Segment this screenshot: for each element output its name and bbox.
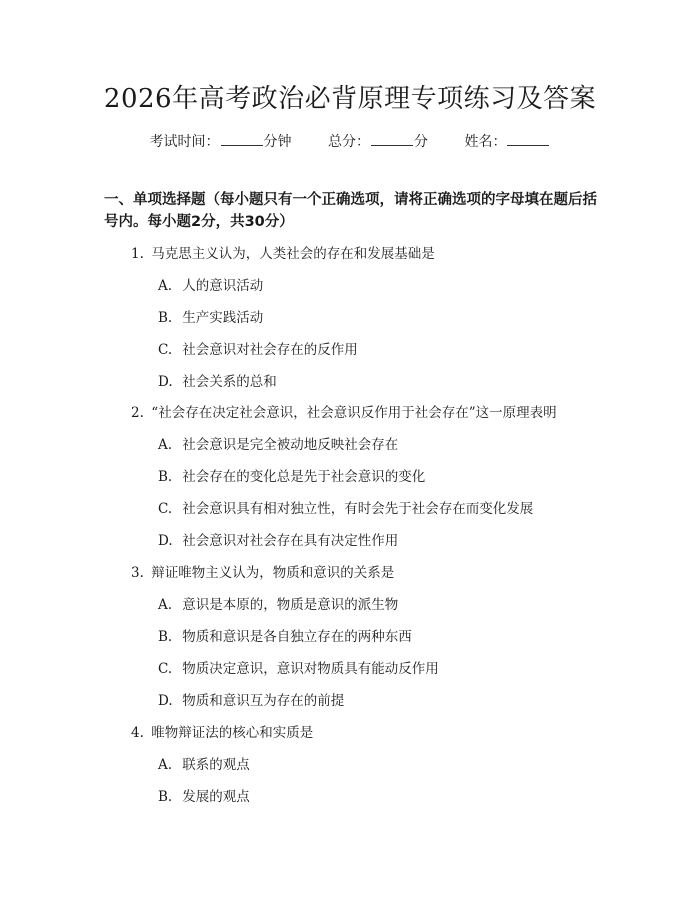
question-1-option-d bbox=[158, 372, 277, 392]
option-text: 社会意识是完全被动地反映社会存在 bbox=[182, 437, 399, 453]
exam-time-label: 考试时间： bbox=[149, 134, 220, 150]
question-4-option-a bbox=[158, 755, 250, 775]
total-score-blank bbox=[371, 131, 413, 146]
option-letter: D. bbox=[158, 533, 173, 549]
question-1-option-b bbox=[158, 308, 263, 328]
question-number: 1. bbox=[131, 246, 144, 262]
option-text: 物质和意识是各自独立存在的两种东西 bbox=[182, 629, 412, 645]
total-score-unit: 分 bbox=[414, 134, 428, 150]
question-1-option-c bbox=[158, 340, 358, 360]
name-label: 姓名： bbox=[464, 134, 507, 150]
question-1-option-a bbox=[158, 276, 263, 296]
question-number: 3. bbox=[131, 565, 144, 581]
exam-time-blank bbox=[221, 131, 263, 146]
question-4 bbox=[131, 723, 313, 743]
option-letter: C. bbox=[158, 342, 173, 358]
question-3-option-d bbox=[158, 691, 344, 711]
question-2 bbox=[131, 403, 557, 423]
question-3 bbox=[131, 563, 394, 583]
option-text: 生产实践活动 bbox=[182, 310, 264, 326]
question-1 bbox=[131, 244, 435, 264]
exam-time-unit: 分钟 bbox=[263, 134, 292, 150]
question-2-option-d bbox=[158, 531, 398, 551]
option-text: 社会意识对社会存在的反作用 bbox=[182, 342, 358, 358]
option-text: 联系的观点 bbox=[182, 757, 250, 773]
exam-time-field bbox=[150, 131, 292, 152]
question-3-option-c bbox=[158, 659, 439, 679]
option-text: 人的意识活动 bbox=[182, 278, 264, 294]
option-letter: B. bbox=[158, 469, 173, 485]
document-title: 2026年高考政治必背原理专项练习及答案 bbox=[103, 84, 597, 114]
option-letter: D. bbox=[158, 693, 173, 709]
question-3-option-a bbox=[158, 595, 398, 615]
question-text: “社会存在决定社会意识，社会意识反作用于社会存在”这一原理表明 bbox=[151, 405, 557, 421]
option-text: 物质决定意识，意识对物质具有能动反作用 bbox=[182, 661, 439, 677]
question-3-option-b bbox=[158, 627, 412, 647]
option-letter: C. bbox=[158, 501, 173, 517]
exam-meta-line bbox=[0, 131, 700, 152]
question-2-option-a bbox=[158, 435, 398, 455]
option-text: 社会意识具有相对独立性，有时会先于社会存在而变化发展 bbox=[182, 501, 534, 517]
question-text: 唯物辩证法的核心和实质是 bbox=[151, 725, 314, 741]
option-letter: A. bbox=[158, 757, 173, 773]
total-score-field bbox=[328, 131, 428, 152]
question-2-option-c bbox=[158, 499, 533, 519]
section-heading: 一、单项选择题（每小题只有一个正确选项，请将正确选项的字母填在题后括号内。每小题2分，共30分） bbox=[104, 192, 597, 230]
option-text: 社会意识对社会存在具有决定性作用 bbox=[182, 533, 399, 549]
question-text: 马克思主义认为，人类社会的存在和发展基础是 bbox=[151, 246, 435, 262]
total-score-label: 总分： bbox=[328, 134, 370, 150]
option-text: 社会关系的总和 bbox=[182, 374, 277, 390]
question-4-option-b bbox=[158, 787, 250, 807]
option-text: 物质和意识互为存在的前提 bbox=[182, 693, 345, 709]
option-letter: B. bbox=[158, 629, 173, 645]
option-letter: B. bbox=[158, 789, 173, 805]
option-letter: B. bbox=[158, 310, 173, 326]
option-text: 意识是本原的，物质是意识的派生物 bbox=[182, 597, 399, 613]
option-letter: A. bbox=[158, 278, 173, 294]
option-letter: A. bbox=[158, 597, 173, 613]
option-letter: A. bbox=[158, 437, 173, 453]
option-text: 社会存在的变化总是先于社会意识的变化 bbox=[182, 469, 426, 485]
option-letter: D. bbox=[158, 374, 173, 390]
option-letter: C. bbox=[158, 661, 173, 677]
question-2-option-b bbox=[158, 467, 425, 487]
name-blank bbox=[507, 131, 549, 146]
question-text: 辩证唯物主义认为，物质和意识的关系是 bbox=[151, 565, 395, 581]
question-number: 4. bbox=[131, 725, 144, 741]
option-text: 发展的观点 bbox=[182, 789, 250, 805]
name-field bbox=[464, 131, 550, 152]
question-number: 2. bbox=[131, 405, 144, 421]
